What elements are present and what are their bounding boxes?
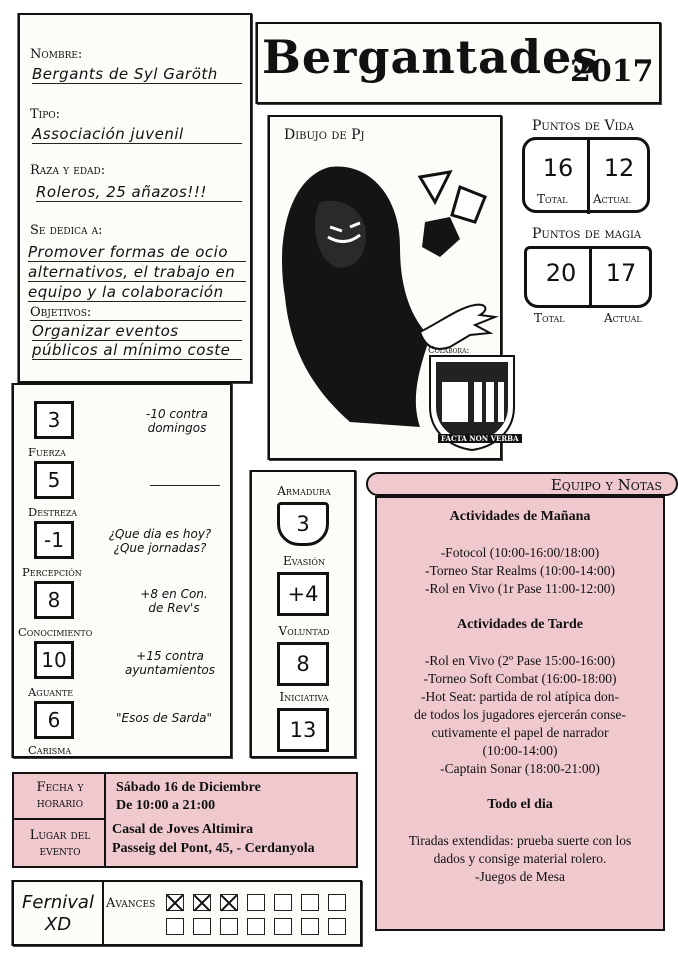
portrait-label: Dibujo de Pj: [284, 127, 365, 143]
allday-item: -Juegos de Mesa: [475, 869, 565, 884]
vida-total: 16: [542, 154, 574, 182]
place-label: Lugar del evento: [29, 828, 91, 859]
stats-panel: [12, 383, 232, 758]
avance-checkbox[interactable]: [274, 918, 292, 935]
objetivos-label: Objetivos:: [30, 305, 242, 321]
evasion-label: Evasión: [283, 554, 325, 568]
type-label: Tipo:: [30, 107, 61, 122]
afternoon-item: -Rol en Vivo (2º Pase 15:00-16:00): [424, 653, 616, 668]
avance-checkbox[interactable]: [220, 894, 238, 911]
voluntad-value: 8: [277, 642, 329, 686]
destreza-value: 5: [34, 461, 74, 499]
carisma-value: 6: [34, 701, 74, 739]
morning-item: -Fotocol (10:00-16:00/18:00): [440, 545, 600, 560]
armadura-label: Armadura: [277, 484, 331, 498]
footer-panel: [12, 880, 362, 946]
notes-title-scroll: [366, 472, 678, 496]
name-label: Nombre:: [30, 47, 83, 62]
avance-checkbox[interactable]: [301, 918, 319, 935]
year: 2017: [570, 54, 654, 89]
evasion-value: +4: [277, 572, 329, 616]
armadura-value: 3: [277, 502, 329, 546]
objetivos-line: Organizar eventos: [32, 322, 242, 341]
avance-checkbox[interactable]: [301, 894, 319, 911]
magia-label: Puntos de magia: [532, 226, 642, 242]
title: Bergantades: [262, 30, 600, 84]
avance-checkbox[interactable]: [274, 894, 292, 911]
avances-label: Avances: [106, 896, 156, 911]
avances-checkbox-grid: [166, 894, 356, 938]
avance-checkbox[interactable]: [166, 894, 184, 911]
afternoon-item: -Captain Sonar (18:00-21:00): [440, 761, 600, 776]
allday-item: Tiradas extendidas: prueba suerte con los: [408, 833, 632, 848]
dedica-line: Promover formas de ocio: [28, 243, 246, 262]
place-line2: Passeig del Pont, 45, - Cerdanyola: [112, 841, 315, 856]
spellbook-icon: [524, 246, 652, 308]
vida-actual: 12: [603, 154, 635, 182]
colabora-label: Colabora:: [428, 346, 470, 356]
avance-checkbox[interactable]: [328, 894, 346, 911]
aguante-label: Aguante: [28, 685, 74, 699]
avance-checkbox[interactable]: [166, 918, 184, 935]
date-line2: De 10:00 a 21:00: [116, 798, 216, 813]
date-line1: Sábado 16 de Diciembre: [116, 780, 261, 795]
afternoon-item: (10:00-14:00): [482, 743, 558, 758]
fuerza-value: 3: [34, 401, 74, 439]
defense-panel: [250, 470, 356, 758]
notes-title: Equipo y Notas: [550, 476, 662, 494]
race-label: Raza y edad:: [30, 163, 106, 178]
type-value: Associación juvenil: [32, 125, 242, 144]
avance-checkbox[interactable]: [247, 894, 265, 911]
crest-motto: FACTA NON VERBA: [438, 434, 522, 443]
carisma-label: Carisma: [28, 743, 72, 757]
magia-actual-label: Actual: [604, 311, 642, 325]
conocimiento-note: +8 en Con. de Rev's: [140, 587, 208, 615]
notes-panel: [375, 496, 665, 931]
avance-checkbox[interactable]: [247, 918, 265, 935]
avance-checkbox[interactable]: [193, 894, 211, 911]
identity-panel: [18, 13, 252, 383]
fuerza-note: -10 contra domingos: [146, 407, 208, 435]
avance-checkbox[interactable]: [328, 918, 346, 935]
destreza-label: Destreza: [28, 505, 78, 519]
signature: Fernival XD: [22, 892, 94, 935]
event-panel: [12, 772, 358, 868]
aguante-note: +15 contra ayuntamientos: [124, 649, 216, 677]
afternoon-item: cutivamente el papel de narrador: [431, 725, 609, 740]
objetivos-line: públicos al mínimo coste: [32, 341, 242, 360]
magia-total-label: Total: [534, 311, 565, 325]
fuerza-label: Fuerza: [28, 445, 66, 459]
magia-actual: 17: [605, 259, 637, 287]
dedica-line: equipo y la colaboración: [28, 283, 246, 302]
vida-label: Puntos de Vida: [532, 118, 634, 134]
afternoon-title: Actividades de Tarde: [456, 617, 583, 632]
percepcion-label: Percepción: [22, 565, 82, 579]
carisma-note: "Esos de Sarda": [116, 711, 212, 725]
conocimiento-label: Conocimiento: [18, 625, 93, 639]
allday-title: Todo el dia: [487, 797, 553, 812]
iniciativa-value: 13: [277, 708, 329, 752]
morning-title: Actividades de Mañana: [449, 509, 591, 524]
name-value: Bergants de Syl Garöth: [32, 65, 242, 84]
vida-actual-label: Actual: [593, 192, 631, 206]
vida-total-label: Total: [537, 192, 568, 206]
afternoon-item: de todos los jugadores ejercerán conse-: [414, 707, 626, 722]
avance-checkbox[interactable]: [193, 918, 211, 935]
percepcion-note: ¿Que dia es hoy? ¿Que jornadas?: [108, 527, 212, 555]
magia-total: 20: [545, 259, 577, 287]
allday-item: dados y consige material rolero.: [433, 851, 607, 866]
morning-item: -Rol en Vivo (1r Pase 11:00-12:00): [424, 581, 616, 596]
place-line1: Casal de Joves Altimira: [112, 822, 254, 837]
avance-checkbox[interactable]: [220, 918, 238, 935]
date-label: Fecha y horario: [36, 780, 84, 811]
title-banner: [256, 22, 661, 104]
dedica-label: Se dedica a:: [30, 223, 103, 238]
dedica-line: alternativos, el trabajo en: [28, 263, 246, 282]
morning-item: -Torneo Star Realms (10:00-14:00): [425, 563, 615, 578]
race-value: Roleros, 25 añazos!!!: [36, 183, 242, 202]
percepcion-value: -1: [34, 521, 74, 559]
destreza-note-line: [150, 485, 220, 486]
aguante-value: 10: [34, 641, 74, 679]
afternoon-item: -Torneo Soft Combat (16:00-18:00): [423, 671, 617, 686]
voluntad-label: Voluntad: [278, 624, 330, 638]
conocimiento-value: 8: [34, 581, 74, 619]
iniciativa-label: Iniciativa: [279, 690, 329, 704]
afternoon-item: -Hot Seat: partida de rol atípica don-: [421, 689, 619, 704]
vida-box: [522, 137, 650, 213]
